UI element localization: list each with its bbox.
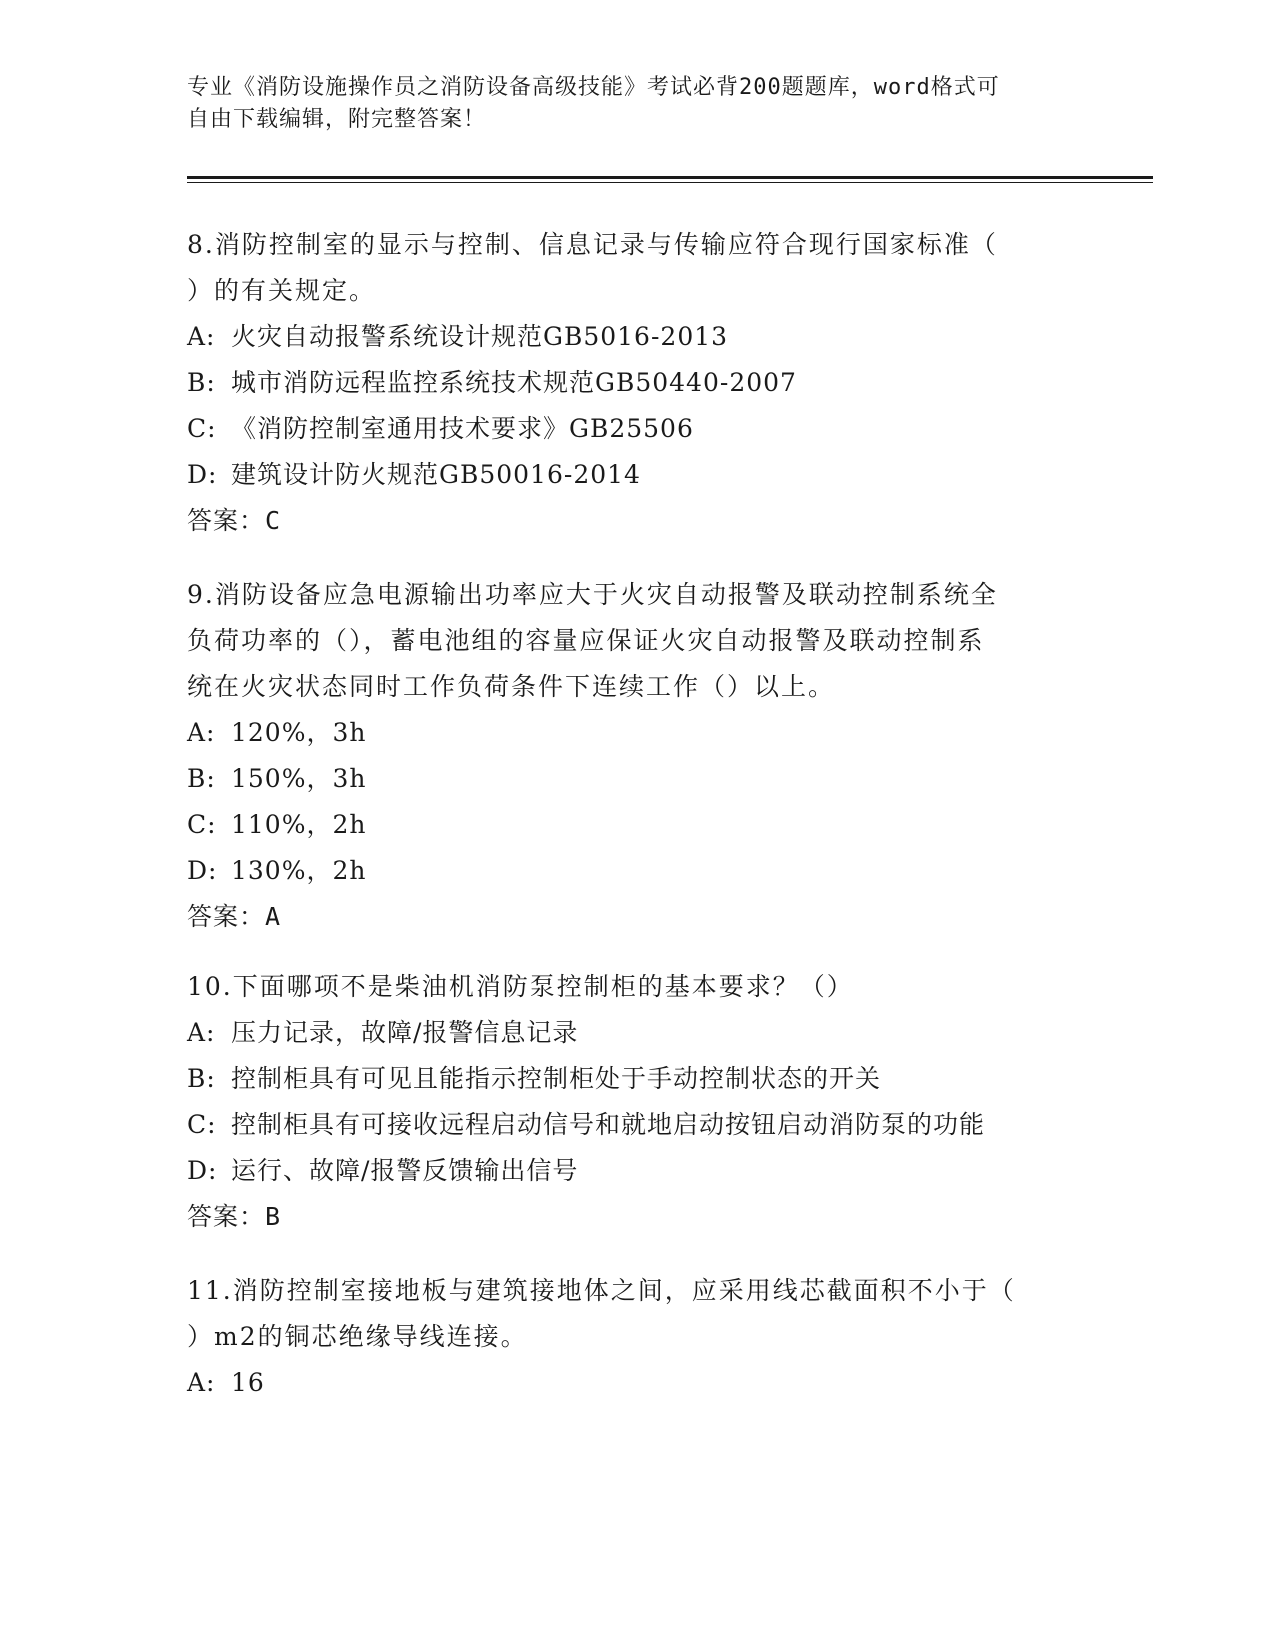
option-key: B:	[187, 368, 216, 397]
answer-label: 答案：A	[187, 902, 282, 931]
option-key: D:	[187, 1156, 218, 1185]
answer-label: 答案：C	[187, 506, 282, 535]
option-text: 控制柜具有可接收远程启动信号和就地启动按钮启动消防泵的功能	[231, 1110, 986, 1139]
option-key: D:	[187, 460, 218, 489]
option-text: 150%，3h	[231, 764, 367, 793]
question-stem-line: ）的有关规定。	[187, 276, 377, 305]
document-header	[187, 72, 1087, 136]
option-a	[187, 710, 1087, 756]
option-a	[187, 1010, 1087, 1056]
question-stem-line: 统在火灾状态同时工作负荷条件下连续工作（）以上。	[187, 672, 836, 701]
option-key: A:	[187, 1368, 216, 1397]
question-stem-line: 9.消防设备应急电源输出功率应大于火灾自动报警及联动控制系统全	[187, 580, 998, 609]
option-text: 130%，2h	[231, 856, 367, 885]
option-key: A:	[187, 322, 216, 351]
option-text: 《消防控制室通用技术要求》GB25506	[231, 414, 694, 443]
option-key: C:	[187, 414, 217, 443]
option-a	[187, 314, 1087, 360]
option-text: 城市消防远程监控系统技术规范GB50440-2007	[231, 368, 797, 397]
option-text: 运行、故障/报警反馈输出信号	[231, 1156, 579, 1185]
header-line-1: 专业《消防设施操作员之消防设备高级技能》考试必背200题题库，word格式可	[187, 75, 1000, 100]
option-d	[187, 848, 1087, 894]
option-text: 控制柜具有可见且能指示控制柜处于手动控制状态的开关	[231, 1064, 882, 1093]
question-10	[187, 964, 1087, 1240]
option-c	[187, 406, 1087, 452]
option-d	[187, 452, 1087, 498]
question-8	[187, 222, 1087, 544]
question-stem-line: ）m2的铜芯绝缘导线连接。	[187, 1322, 528, 1351]
question-stem-line: 8.消防控制室的显示与控制、信息记录与传输应符合现行国家标准（	[187, 230, 998, 259]
header-divider	[187, 176, 1153, 179]
option-c	[187, 1102, 1087, 1148]
question-9	[187, 572, 1087, 940]
option-c	[187, 802, 1087, 848]
option-key: C:	[187, 810, 217, 839]
option-text: 压力记录，故障/报警信息记录	[231, 1018, 579, 1047]
option-key: D:	[187, 856, 218, 885]
option-key: A:	[187, 718, 216, 747]
question-stem-line: 11.消防控制室接地板与建筑接地体之间，应采用线芯截面积不小于（	[187, 1276, 1016, 1305]
option-key: B:	[187, 764, 216, 793]
header-divider-thin	[187, 182, 1153, 183]
question-11	[187, 1268, 1087, 1406]
header-line-2: 自由下载编辑，附完整答案！	[187, 107, 487, 132]
option-text: 110%，2h	[231, 810, 367, 839]
option-key: A:	[187, 1018, 216, 1047]
option-text: 16	[231, 1368, 265, 1397]
option-d	[187, 1148, 1087, 1194]
question-stem-line: 10.下面哪项不是柴油机消防泵控制柜的基本要求？（）	[187, 972, 854, 1001]
option-text: 建筑设计防火规范GB50016-2014	[231, 460, 641, 489]
question-stem-line: 负荷功率的（），蓄电池组的容量应保证火灾自动报警及联动控制系	[187, 626, 985, 655]
option-b	[187, 756, 1087, 802]
option-text: 120%，3h	[231, 718, 367, 747]
option-b	[187, 1056, 1087, 1102]
answer-label: 答案：B	[187, 1202, 282, 1231]
option-key: C:	[187, 1110, 217, 1139]
option-b	[187, 360, 1087, 406]
option-a	[187, 1360, 1087, 1406]
option-text: 火灾自动报警系统设计规范GB5016-2013	[231, 322, 729, 351]
option-key: B:	[187, 1064, 216, 1093]
